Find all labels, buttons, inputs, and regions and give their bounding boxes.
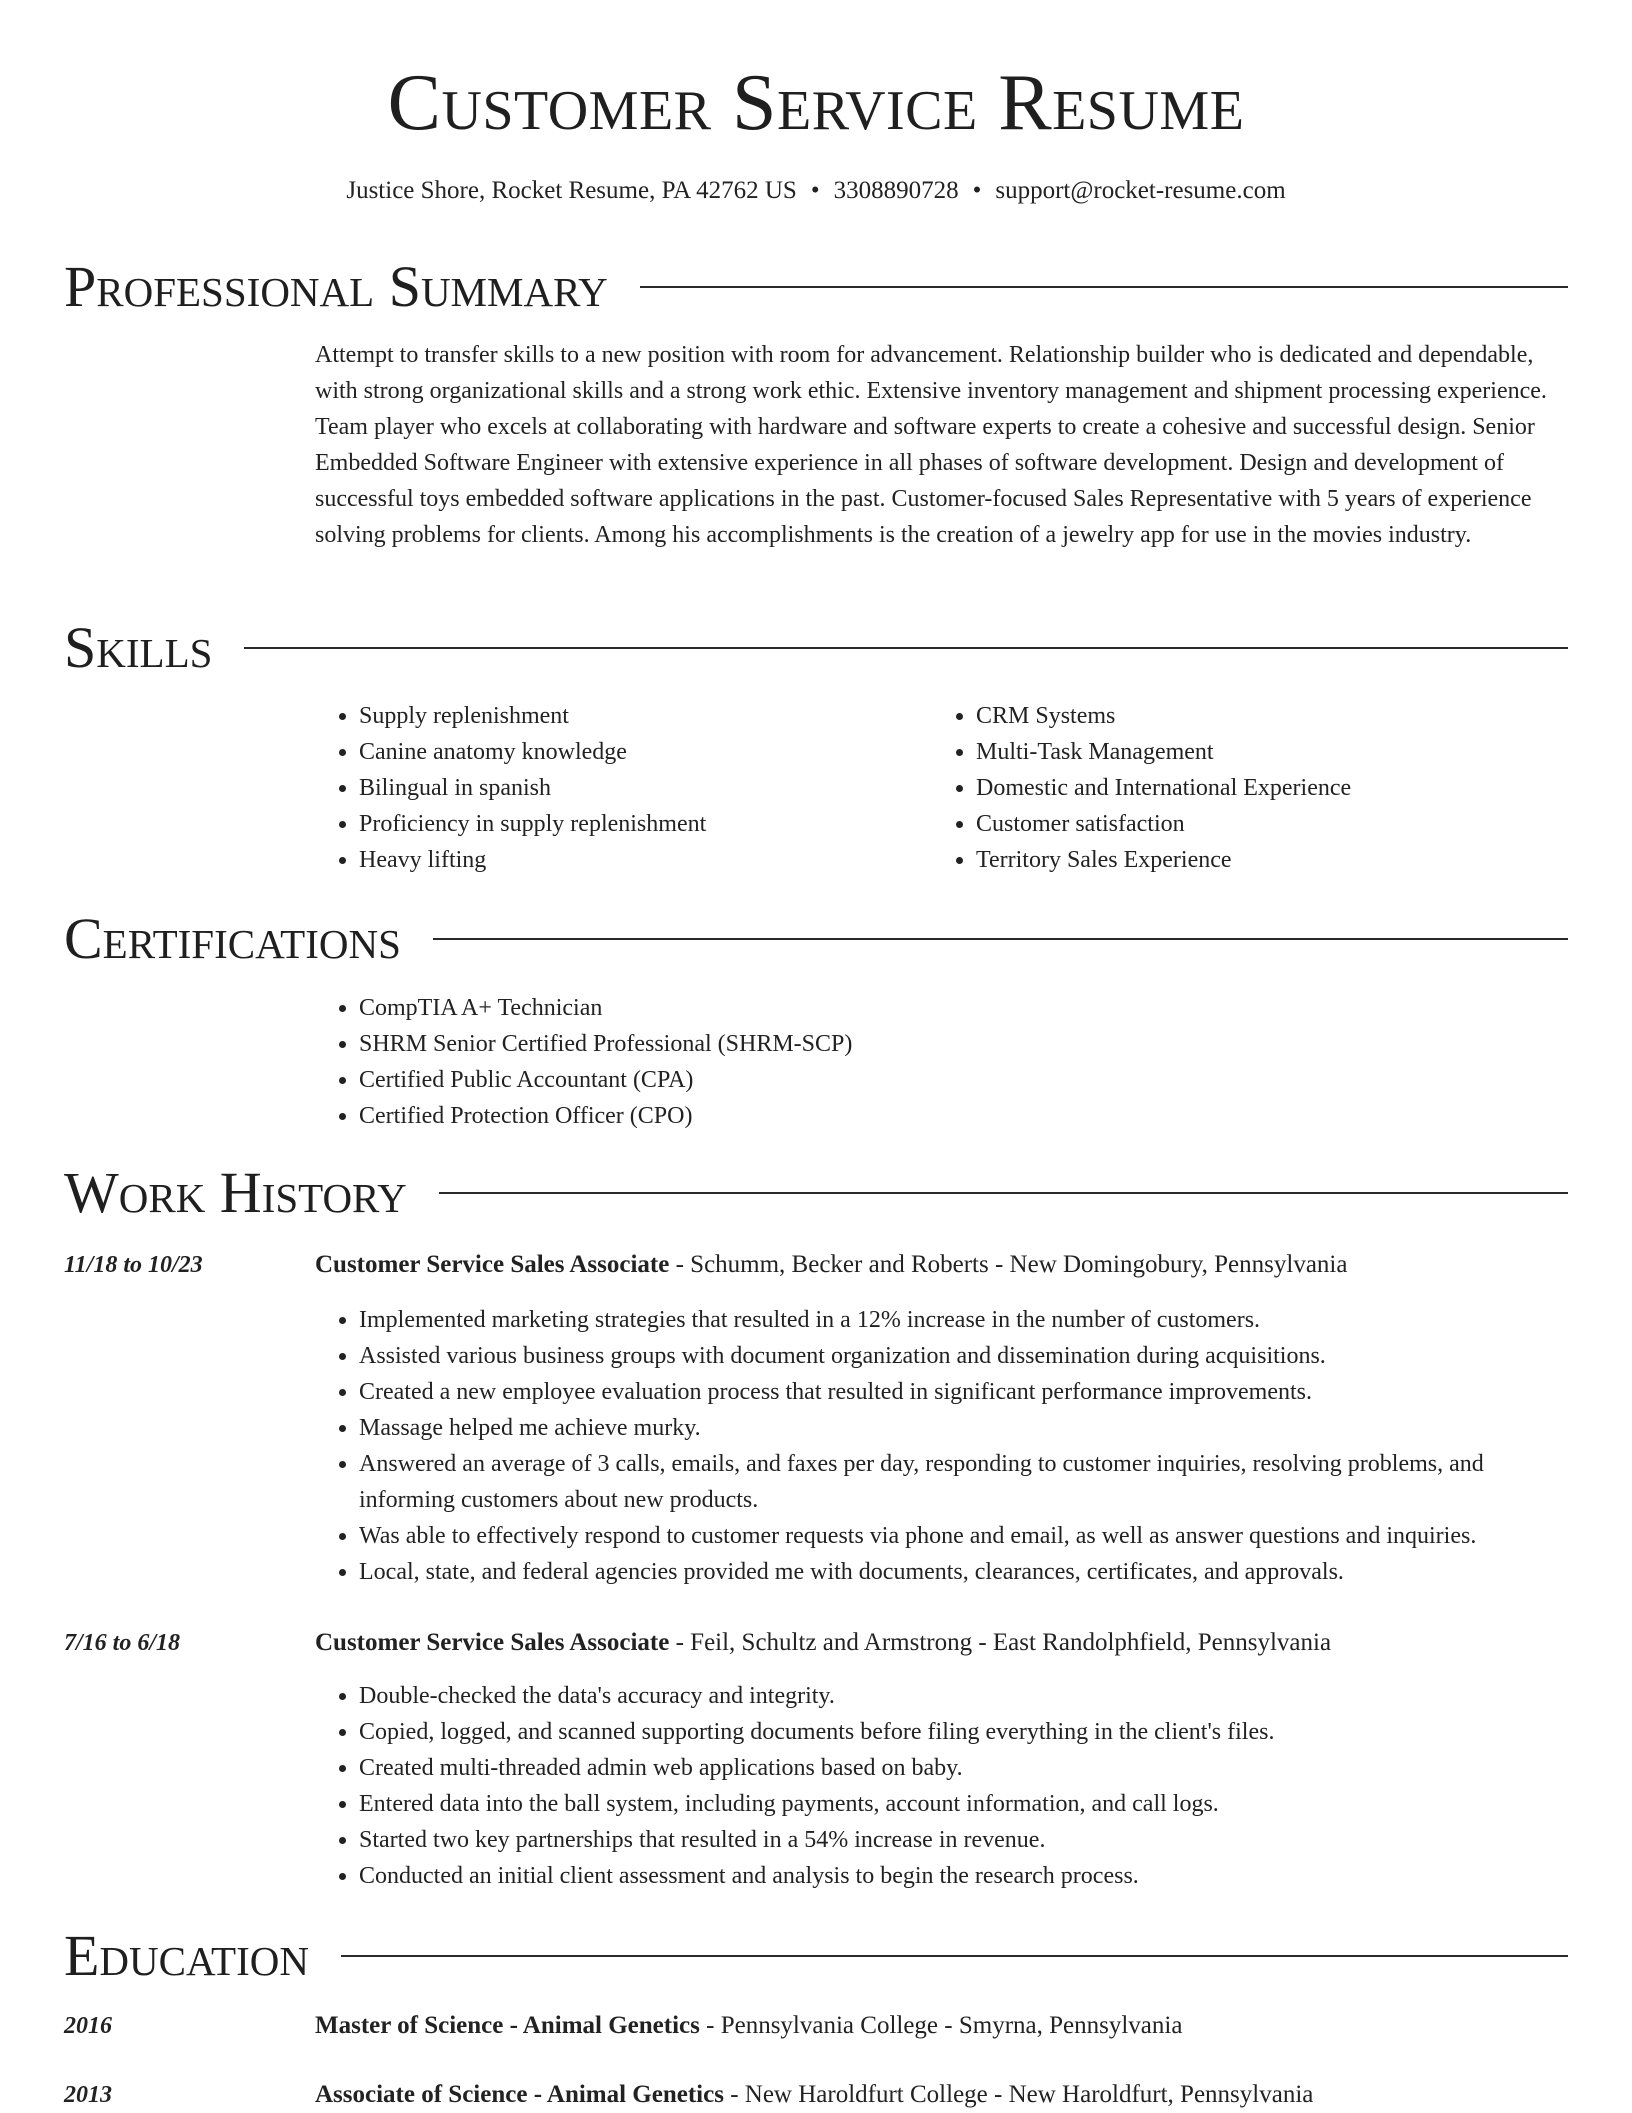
job-details: - Feil, Schultz and Armstrong - East Randolphfield, Pennsylvania (669, 1629, 1332, 1656)
certifications-list (315, 990, 1568, 1134)
job-dates: 7/16 to 6/18 (64, 1630, 181, 1656)
job-bullet: • Started two key partnerships that resulted in a 54% increase in revenue. (359, 1822, 1568, 1858)
section-divider (433, 938, 1568, 940)
job-bullet: • Was able to effectively respond to customer requests via phone and email, as well as answer questions and inquiries. (359, 1518, 1568, 1554)
job-bullet: • Assisted various business groups with document organization and dissemination during acquisitions. (359, 1338, 1568, 1374)
skill-item: • Customer satisfaction (976, 806, 1549, 842)
job-bullet: • Created multi-threaded admin web applications based on baby. (359, 1750, 1568, 1786)
summary-text: Attempt to transfer skills to a new position with room for advancement. Relationship builder who is dedicated and dependable, with strong organizational skills and a strong work ethic. Extensive inventory management and shipment processing experience. Team player who excels at collaborating with hardware and software experts to create a cohesive and successful design. Senior Embedded Software Engineer with extensive experience in all phases of software development. Design and development of successful toys embedded software applications in the past. Customer-focused Sales Representative with 5 years of experience solving problems for clients. Among his accomplishments is the creation of a jewelry app for use in the movies industry. (315, 342, 1547, 548)
education-entry (315, 2008, 1592, 2044)
skills-list-left (315, 698, 932, 878)
job-title: Customer Service Sales Associate (315, 1629, 670, 1656)
section-divider (640, 286, 1568, 288)
work-heading: Work History (64, 1160, 407, 1225)
education-entry (315, 2077, 1592, 2113)
education-degree: Associate of Science - Animal Genetics (315, 2081, 724, 2108)
contact-separator: • (810, 177, 820, 204)
skill-item: • Domestic and International Experience (976, 770, 1549, 806)
job-bullet: • Entered data into the ball system, including payments, account information, and call logs. (359, 1786, 1568, 1822)
skill-item: • Multi-Task Management (976, 734, 1549, 770)
job-bullet-list (315, 1678, 1568, 1894)
skill-item: • Bilingual in spanish (359, 770, 932, 806)
job-dates: 11/18 to 10/23 (64, 1252, 203, 1278)
education-year: 2013 (64, 2082, 112, 2108)
certification-item: • CompTIA A+ Technician (359, 990, 1568, 1026)
education-degree: Master of Science - Animal Genetics (315, 2012, 700, 2039)
summary-section-header (64, 254, 1568, 320)
summary-block (315, 337, 1568, 553)
certifications-block (315, 990, 1568, 1134)
skill-item: • Heavy lifting (359, 842, 932, 878)
skill-item: • Territory Sales Experience (976, 842, 1549, 878)
contact-separator: • (972, 177, 982, 204)
certification-item: • Certified Public Accountant (CPA) (359, 1062, 1568, 1098)
job-heading (315, 1247, 1592, 1283)
summary-heading: Professional Summary (64, 254, 608, 319)
job-bullet: • Conducted an initial client assessment and analysis to begin the research process. (359, 1858, 1568, 1894)
section-divider (439, 1192, 1568, 1194)
certifications-heading: Certifications (64, 906, 401, 971)
education-heading: Education (64, 1923, 309, 1988)
job-bullet: • Answered an average of 3 calls, emails, and faxes per day, responding to customer inquiries, resolving problems, and informing customers about new products. (359, 1446, 1568, 1518)
skills-list-right (932, 698, 1549, 878)
contact-email: support@rocket-resume.com (995, 177, 1286, 204)
job-bullets-block (315, 1678, 1568, 1894)
job-bullet: • Created a new employee evaluation process that resulted in significant performance improvements. (359, 1374, 1568, 1410)
skills-heading: Skills (64, 615, 213, 680)
contact-phone: 3308890728 (833, 177, 959, 204)
job-details: - Schumm, Becker and Roberts - New Domingobury, Pennsylvania (669, 1251, 1348, 1278)
skills-block (315, 698, 1568, 878)
job-bullet: • Local, state, and federal agencies provided me with documents, clearances, certificates, and approvals. (359, 1554, 1568, 1590)
certifications-section-header (64, 906, 1568, 972)
contact-address: Justice Shore, Rocket Resume, PA 42762 US (346, 177, 797, 204)
skills-section-header (64, 615, 1568, 681)
resume-title: Customer Service Resume (387, 59, 1245, 147)
job-bullet: • Implemented marketing strategies that resulted in a 12% increase in the number of customers. (359, 1302, 1568, 1338)
certification-item: • SHRM Senior Certified Professional (SHRM-SCP) (359, 1026, 1568, 1062)
section-divider (244, 647, 1568, 649)
skill-item: • Supply replenishment (359, 698, 932, 734)
job-bullet: • Copied, logged, and scanned supporting documents before filing everything in the client's files. (359, 1714, 1568, 1750)
job-bullet: • Massage helped me achieve murky. (359, 1410, 1568, 1446)
skill-item: • Canine anatomy knowledge (359, 734, 932, 770)
education-section-header (64, 1923, 1568, 1989)
job-bullet-list (315, 1302, 1568, 1590)
education-details: - New Haroldfurt College - New Haroldfurt, Pennsylvania (723, 2081, 1314, 2108)
job-bullets-block (315, 1302, 1568, 1590)
section-divider (341, 1955, 1568, 1957)
work-section-header (64, 1160, 1568, 1226)
skill-item: • Proficiency in supply replenishment (359, 806, 932, 842)
education-details: - Pennsylvania College - Smyrna, Pennsylvania (699, 2012, 1183, 2039)
job-title: Customer Service Sales Associate (315, 1251, 670, 1278)
skill-item: • CRM Systems (976, 698, 1549, 734)
contact-line (0, 174, 1632, 208)
job-bullet: • Double-checked the data's accuracy and integrity. (359, 1678, 1568, 1714)
certification-item: • Certified Protection Officer (CPO) (359, 1098, 1568, 1134)
job-heading (315, 1625, 1592, 1661)
education-year: 2016 (64, 2013, 112, 2039)
